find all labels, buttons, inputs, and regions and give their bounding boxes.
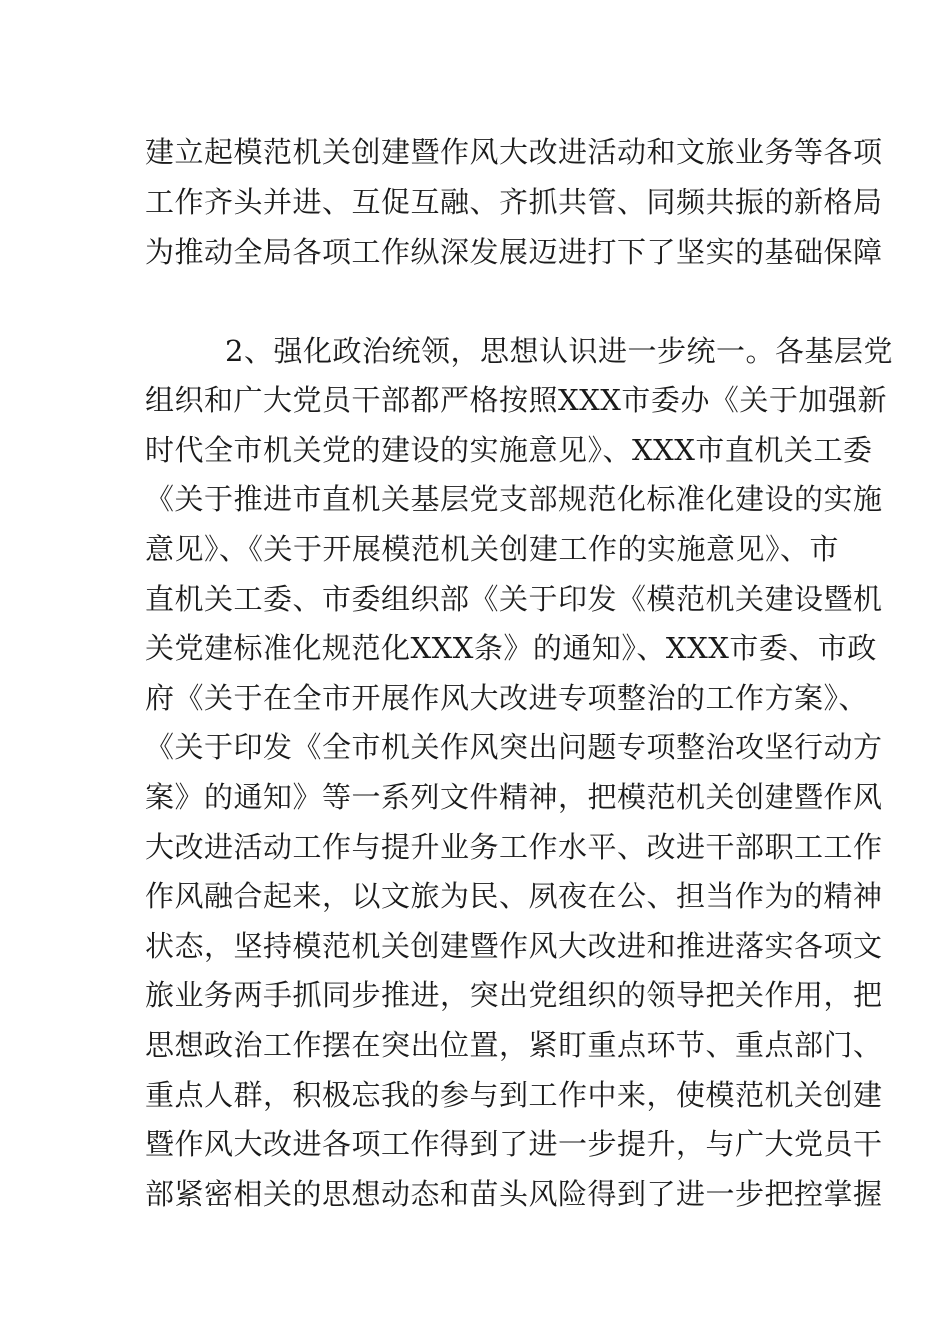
text-line: 案》的通知》等一系列文件精神，把模范机关创建暨作风 [145, 780, 883, 814]
text-line: 建立起模范机关创建暨作风大改进活动和文旅业务等各项 [145, 135, 883, 169]
text-line: 状态，坚持模范机关创建暨作风大改进和推进落实各项文 [145, 929, 883, 963]
text-line: 2、强化政治统领，思想认识进一步统一。各基层党 [225, 334, 893, 368]
text-line: 思想政治工作摆在突出位置，紧盯重点环节、重点部门、 [145, 1028, 883, 1062]
text-line: 直机关工委、市委组织部《关于印发《模范机关建设暨机 [145, 582, 883, 616]
text-line: 《关于推进市直机关基层党支部规范化标准化建设的实施 [145, 482, 883, 516]
text-line: 部紧密相关的思想动态和苗头风险得到了进一步把控掌握 [145, 1177, 883, 1211]
text-line: 工作齐头并进、互促互融、齐抓共管、同频共振的新格局 [145, 185, 883, 219]
text-line: 为推动全局各项工作纵深发展迈进打下了坚实的基础保障 [145, 235, 883, 269]
text-line: 时代全市机关党的建设的实施意见》、XXX市直机关工委 [145, 433, 873, 467]
text-line: 关党建标准化规范化XXX条》的通知》、XXX市委、市政 [145, 631, 877, 665]
text-line: 府《关于在全市开展作风大改进专项整治的工作方案》、 [145, 681, 869, 715]
text-line: 作风融合起来，以文旅为民、夙夜在公、担当作为的精神 [145, 879, 883, 913]
text-line: 重点人群，积极忘我的参与到工作中来，使模范机关创建 [145, 1078, 883, 1112]
text-line: 意见》、《关于开展模范机关创建工作的实施意见》、市 [145, 532, 840, 566]
text-line: 《关于印发《全市机关作风突出问题专项整治攻坚行动方 [145, 730, 883, 764]
text-line: 大改进活动工作与提升业务工作水平、改进干部职工工作 [145, 830, 883, 864]
text-line: 组织和广大党员干部都严格按照XXX市委办《关于加强新 [145, 383, 887, 417]
text-line: 暨作风大改进各项工作得到了进一步提升，与广大党员干 [145, 1127, 883, 1161]
text-line: 旅业务两手抓同步推进，突出党组织的领导把关作用，把 [145, 978, 883, 1012]
